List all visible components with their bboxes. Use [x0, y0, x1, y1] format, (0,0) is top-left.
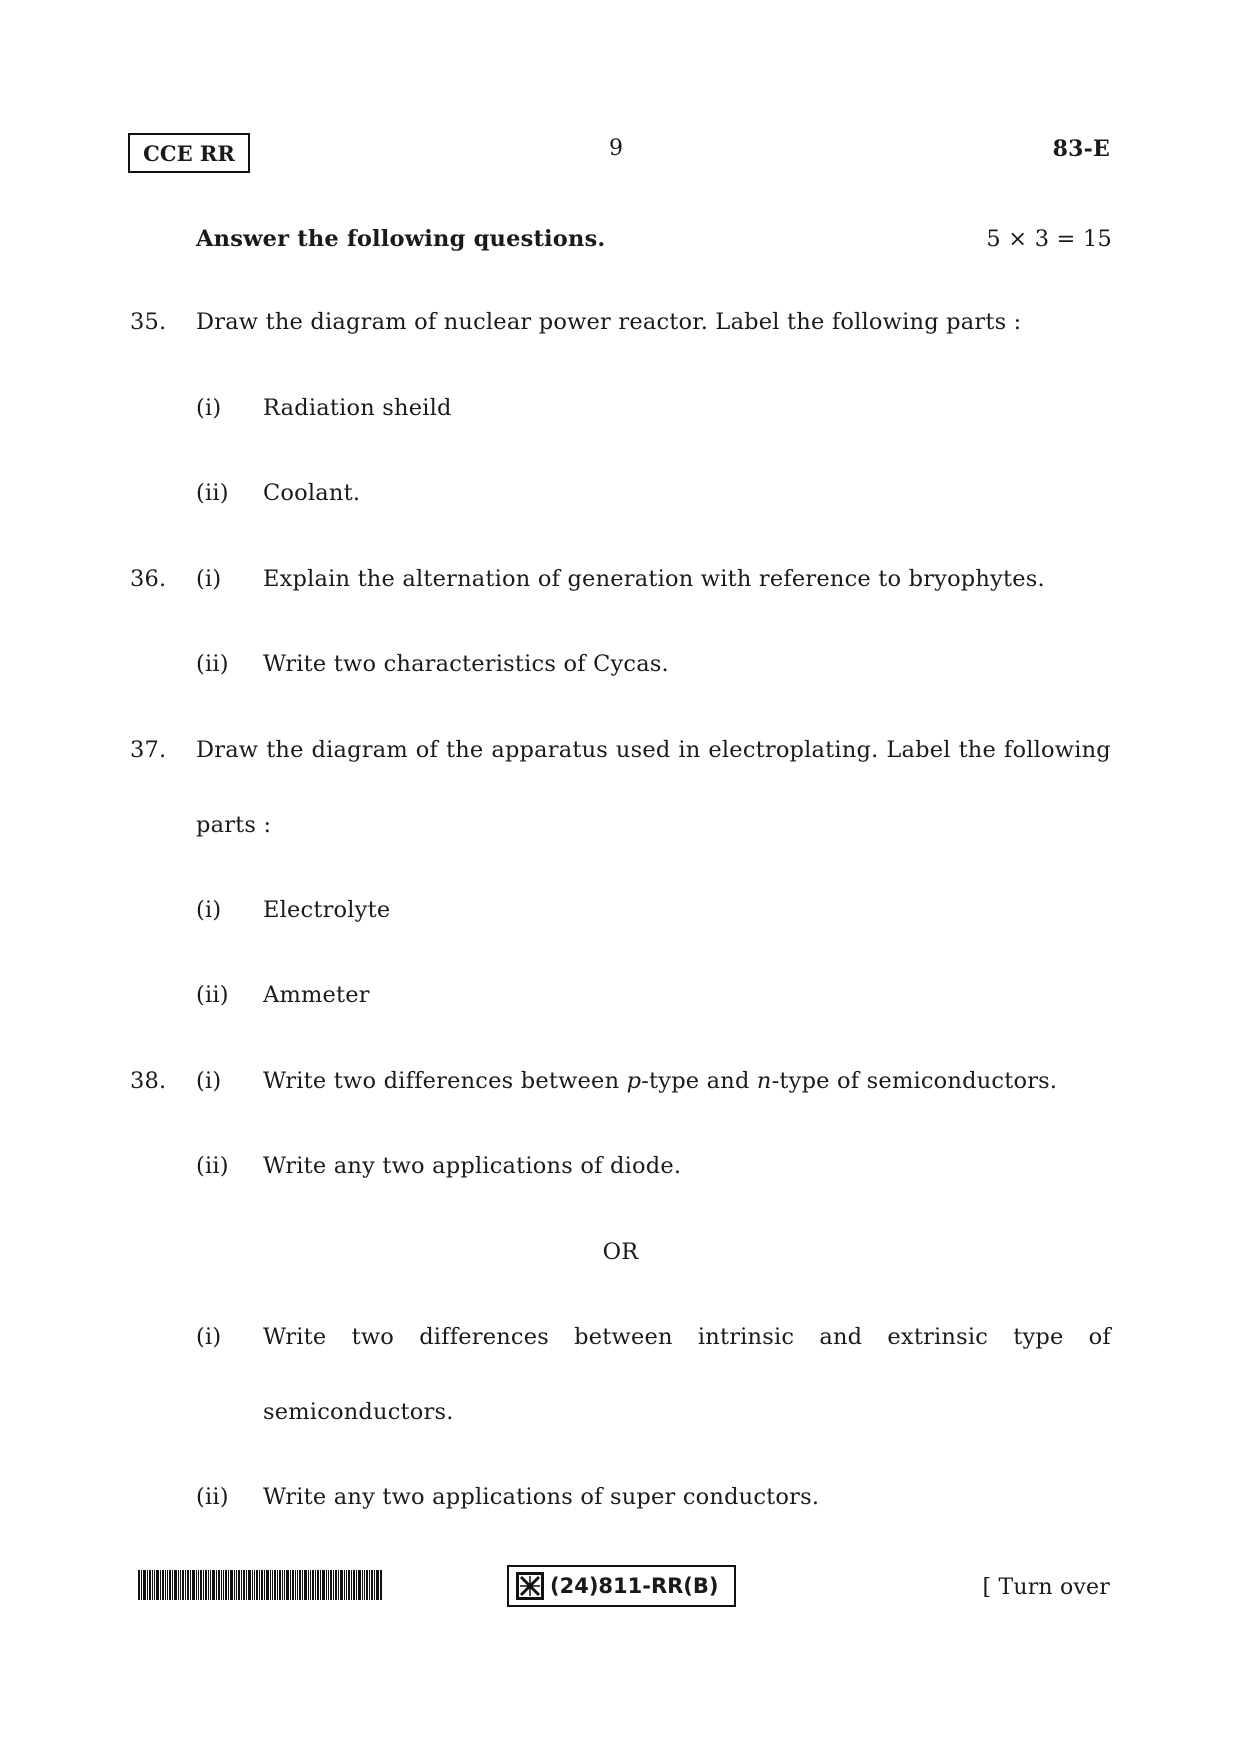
- word: diagram: [311, 737, 408, 763]
- part-text: Write two characteristics of Cycas.: [263, 651, 669, 677]
- question-number: 37.: [130, 737, 167, 763]
- word: of: [415, 737, 439, 763]
- text-run: -type and: [641, 1068, 757, 1094]
- qr-code-icon: [516, 1572, 544, 1600]
- part-text: Coolant.: [263, 480, 361, 506]
- part-text-line: [263, 1326, 1111, 1349]
- word: apparatus: [491, 737, 609, 763]
- text-run: Write two differences between: [263, 1068, 627, 1094]
- part-text: Write any two applications of super conductors.: [263, 1484, 820, 1510]
- part-text: [263, 1070, 1057, 1093]
- word: type: [1013, 1324, 1064, 1350]
- word: between: [574, 1324, 673, 1350]
- part-label: (ii): [196, 1484, 229, 1510]
- question-text-line: parts :: [196, 812, 272, 838]
- word: Write: [263, 1324, 327, 1350]
- exam-series-label: CCE RR: [143, 140, 235, 166]
- italic-n: n: [756, 1068, 772, 1094]
- exam-series-box: [128, 133, 250, 173]
- word: following: [1003, 737, 1111, 763]
- word: intrinsic: [697, 1324, 795, 1350]
- word: in: [678, 737, 701, 763]
- word: Label: [886, 737, 951, 763]
- part-label: (i): [196, 1324, 222, 1350]
- part-label: (i): [196, 395, 222, 421]
- part-label: (i): [196, 566, 222, 592]
- word: and: [819, 1324, 863, 1350]
- part-label: (ii): [196, 480, 229, 506]
- part-label: (ii): [196, 651, 229, 677]
- part-text: Write any two applications of diode.: [263, 1153, 682, 1179]
- word: extrinsic: [887, 1324, 989, 1350]
- word: differences: [419, 1324, 549, 1350]
- section-instruction: Answer the following questions.: [196, 226, 606, 252]
- part-label: (ii): [196, 982, 229, 1008]
- question-number: 35.: [130, 309, 167, 335]
- or-separator: OR: [602, 1239, 639, 1265]
- booklet-code: (24)811-RR(B): [550, 1574, 719, 1598]
- word: two: [351, 1324, 395, 1350]
- word: electroplating.: [708, 737, 879, 763]
- word: Draw: [196, 737, 259, 763]
- part-label: (i): [196, 1068, 222, 1094]
- part-text-line: semiconductors.: [263, 1399, 454, 1425]
- part-label: (ii): [196, 1153, 229, 1179]
- word: the: [958, 737, 997, 763]
- word: the: [266, 737, 304, 763]
- section-marks: 5 × 3 = 15: [986, 226, 1112, 252]
- question-text-line: [196, 739, 1111, 762]
- part-label: (i): [196, 897, 222, 923]
- part-text: Radiation sheild: [263, 395, 452, 421]
- word: of: [1088, 1324, 1111, 1350]
- page-number: 9: [609, 136, 624, 161]
- word: the: [445, 737, 484, 763]
- part-text: Ammeter: [263, 982, 370, 1008]
- question-number: 36.: [130, 566, 167, 592]
- barcode-icon: [138, 1570, 382, 1600]
- paper-code: 83-E: [1052, 136, 1110, 162]
- booklet-code-box: [507, 1565, 736, 1607]
- question-text: Draw the diagram of nuclear power reactor. Label the following parts :: [196, 309, 1022, 335]
- question-number: 38.: [130, 1068, 167, 1094]
- word: used: [615, 737, 671, 763]
- part-text: Electrolyte: [263, 897, 391, 923]
- italic-p: p: [626, 1068, 642, 1094]
- part-text: Explain the alternation of generation with reference to bryophytes.: [263, 566, 1045, 592]
- text-run: -type of semiconductors.: [771, 1068, 1058, 1094]
- turn-over-label: [ Turn over: [982, 1575, 1110, 1600]
